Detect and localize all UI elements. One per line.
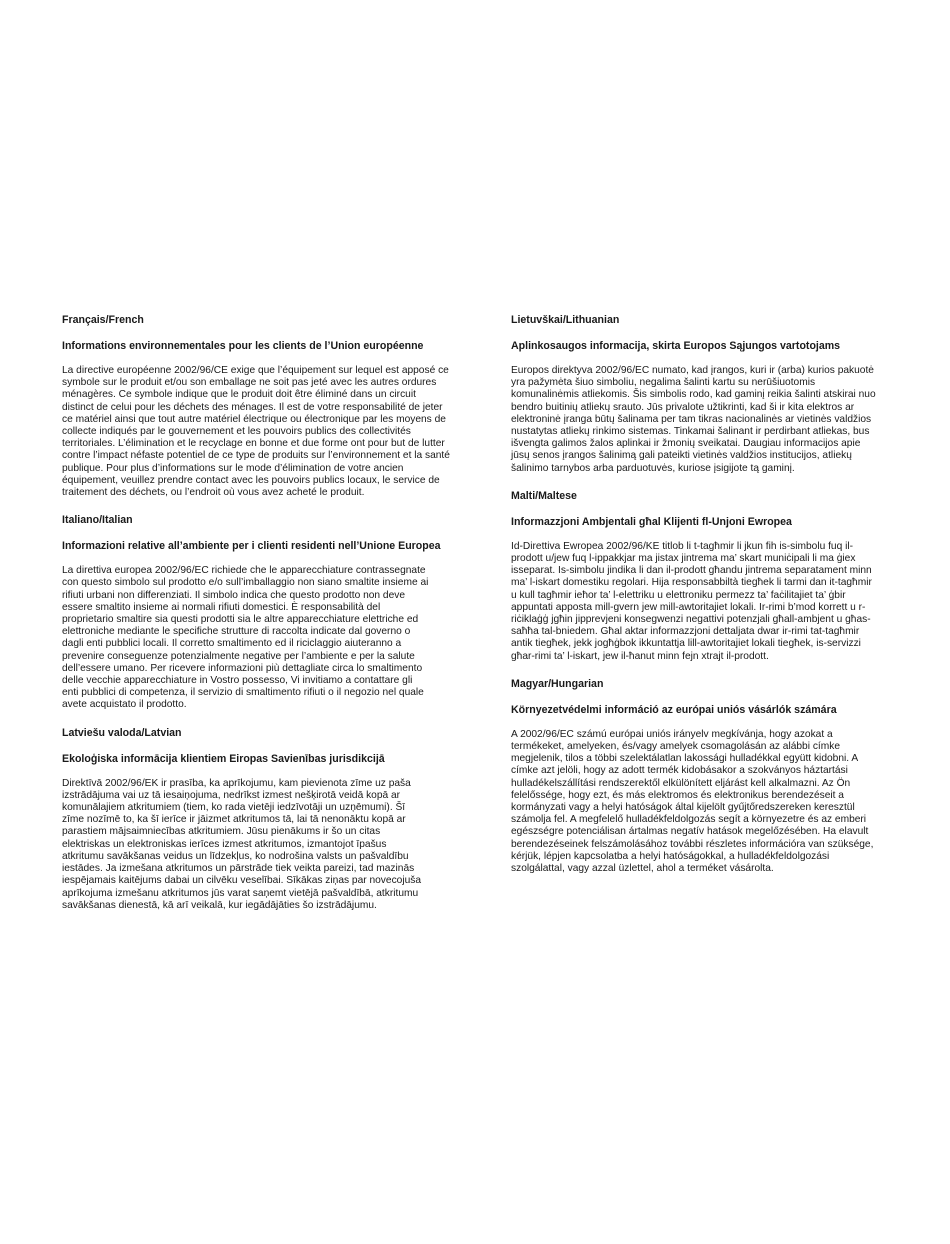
section-heading: Környezetvédelmi információ az európai uniós vásárlók számára — [511, 703, 837, 716]
section-italian — [62, 513, 467, 711]
section-body: La directive européenne 2002/96/CE exige que l’équipement sur lequel est apposé ce symbole sur le produit et/ou son emballage ne soit pas jeté avec les autres ordures ménagères. Ce symbole indique que le produit doit être éliminé dans un circuit distinct de celui pour les déchets des ménages. Il est de votre responsabilité de jeter ce matériel ainsi que tout autre matériel électrique ou électronique par les moyens de collecte indiqués par le gouvernement et les pouvoirs publics des collectivités territoriales. L’élimination et le recyclage en bonne et due forme ont pour but de lutter contre l’impact néfaste potentiel de ce type de produits sur l’environnement et la santé publique. Pour plus d’informations sur le mode d’élimination de votre ancien équipement, veuillez prendre contact avec les pouvoirs publics locaux, le service de traitement des déchets, ou l’endroit où vous avez acheté le produit. — [62, 365, 450, 499]
right-column — [511, 313, 911, 875]
section-body: A 2002/96/EC számú európai uniós irányelv megkívánja, hogy azokat a termékeket, amelyeken, és/vagy amelyek csomagolásán az alábbi címke megjelenik, tilos a többi szelektálatlan lakossági hulladékkal együtt kidobni. A címke azt jelöli, hogy az adott termék kidobásakor a szokványos háztartási hulladékelszállítási rendszerektől elkülönített eljárást kell alkalmazni. Az Ön felelőssége, hogy ezt, és más elektromos és elektronikus berendezéseit a kormányzati vagy a helyi hatóságok által kijelölt gyűjtőredszereken keresztül számolja fel. A megfelelő hulladékfeldolgozás segít a környezetre és az emberi egészségre potenciálisan ártalmas negatív hatások megelőzésében. Ha elavult berendezéseinek felszámolásához további részletes információra van szüksége, kérjük, lépjen kapcsolatba a helyi hatóságokkal, a hulladékfeldolgozási szolgálattal, vagy azzal üzlettel, ahol a terméket vásárolta. — [511, 728, 874, 875]
language-title: Italiano/Italian — [62, 514, 133, 527]
section-hungarian — [511, 677, 911, 875]
language-title: Magyar/Hungarian — [511, 677, 604, 690]
section-french — [62, 313, 467, 499]
left-column — [62, 313, 467, 912]
section-maltese — [511, 489, 911, 663]
section-heading: Informazioni relative all’ambiente per i clienti residenti nell’Unione Europea — [62, 540, 441, 553]
section-heading: Ekoloģiska informācija klientiem Eiropas Savienības jurisdikcijā — [62, 752, 385, 765]
language-title: Malti/Maltese — [511, 489, 577, 502]
language-title: Latviešu valoda/Latvian — [62, 726, 182, 739]
section-body: La direttiva europea 2002/96/EC richiede che le apparecchiature contrassegnate con questo simbolo sul prodotto e/o sull’imballaggio non siano smaltite insieme ai rifiuti urbani non differenziati. Il simbolo indica che questo prodotto non deve essere smaltito insieme ai normali rifiuti domestici. È responsabilità del proprietario smaltire sia questi prodotti sia le altre apparecchiature elettriche ed elettroniche mediante le specifiche strutture di raccolta indicate dal governo o dagli enti pubblici locali. Il corretto smaltimento ed il riciclaggio aiuteranno a prevenire conseguenze potenzialmente negative per l’ambiente e per la salute dell’essere umano. Per ricevere informazioni più dettagliate circa lo smaltimento delle vecchie apparecchiature in Vostro possesso, Vi invitiamo a contattare gli enti pubblici di competenza, il servizio di smaltimento rifiuti o il negozio nel quale avete acquistato il prodotto. — [62, 565, 429, 711]
language-title: Lietuvškai/Lithuanian — [511, 314, 620, 326]
section-latvian — [62, 726, 467, 912]
section-heading: Informations environnementales pour les clients de l’Union européenne — [62, 340, 424, 352]
section-heading: Informazzjoni Ambjentali għal Klijenti fl-Unjoni Ewropea — [511, 515, 792, 528]
language-title: Français/French — [62, 314, 144, 326]
section-body: Direktīvā 2002/96/EK ir prasība, ka aprīkojumu, kam pievienota zīme uz paša izstrādājuma vai uz tā iesaiņojuma, nedrīkst izmest nešķirotā veidā kopā ar komunālajiem atkritumiem (tiem, ko rada vietēji iedzīvotāji un uzņēmumi). Šī zīme nozīmē to, ka šī ierīce ir jāizmet atkritumos tā, lai tā nenonāktu kopā ar parastiem mājsaimniecības atkritumiem. Jūsu pienākums ir šo un citas elektriskas un elektroniskas ierīces izmest atkritumos, izmantojot īpašus atkritumu savākšanas veidus un līdzekļus, ko nodrošina valsts un pašvaldību iestādes. Ja izmešana atkritumos un pārstrāde tiek veikta pareizi, tad mazinās iespējamais kaitējums dabai un cilvēku veselībai. Sīkākas ziņas par novecojuša aprīkojuma izmešanu atkritumos jūs varat saņemt vietējā pašvaldībā, atkritumu savākšanas dienestā, kā arī veikalā, kur iegādājāties šo izstrādājumu. — [62, 777, 422, 911]
section-heading: Aplinkosaugos informacija, skirta Europos Sąjungos vartotojams — [511, 340, 841, 352]
section-body: Europos direktyva 2002/96/EC numato, kad įrangos, kuri ir (arba) kurios pakuotė yra pažymėta šiuo simboliu, negalima šalinti kartu su nerūšiuotomis komunalinėmis atliekomis. Šis simbolis rodo, kad gaminį reikia šalinti atskirai nuo bendro buitinių atliekų srauto. Jūs privalote užtikrinti, kad ši ir kita elektros ar elektroninė įranga būtų šalinama per tam tikras nacionalinės ar vietinės valdžios nustatytas atliekų rinkimo sistemas. Tinkamai šalinant ir perdirbant atliekas, bus išvengta galimos žalos aplinkai ir žmonių sveikatai. Daugiau informacijos apie jūsų senos įrangos šalinimą gali pateikti vietinės valdžios institucijos, atliekų šalinimo tarnybos arba parduotuvės, kuriose įsigijote tą gaminį. — [511, 365, 876, 474]
section-body: Id-Direttiva Ewropea 2002/96/KE titlob li t-tagħmir li jkun fih is-simbolu fuq il- prodott u/jew fuq l-ippakkjar ma jistax jintrema ma’ skart muniċipali li ma ġiex isseparat. Is-simbolu jindika li dan il-prodott għandu jintrema separatament minn ma’ l-iskart domestiku regolari. Hija responsabbiltà tiegħek li tarmi dan it-tagħmir u kull tagħmir ieħor ta’ l-elettriku u elettroniku permezz ta’ faċilitajiet ta’ ġbir appuntati apposta mill-gvern jew mill-awtoritajiet lokali. Ir-rimi b’mod korrett u r- riċiklaġġ jgħin jipprevjeni konsegwenzi negattivi potenzjali għall-ambjent u għas- saħħa tal-bniedem. Għal aktar informazzjoni dettaljata dwar ir-rimi tat-tagħmir antik tiegħek, jekk jogħġbok ikkuntattja lill-awtoritajiet lokali tiegħek, is-servizzi għar-rimi ta’ l-iskart, jew il-ħanut minn fejn xtrajt il-prodott. — [511, 540, 872, 662]
section-lithuanian — [511, 313, 911, 475]
